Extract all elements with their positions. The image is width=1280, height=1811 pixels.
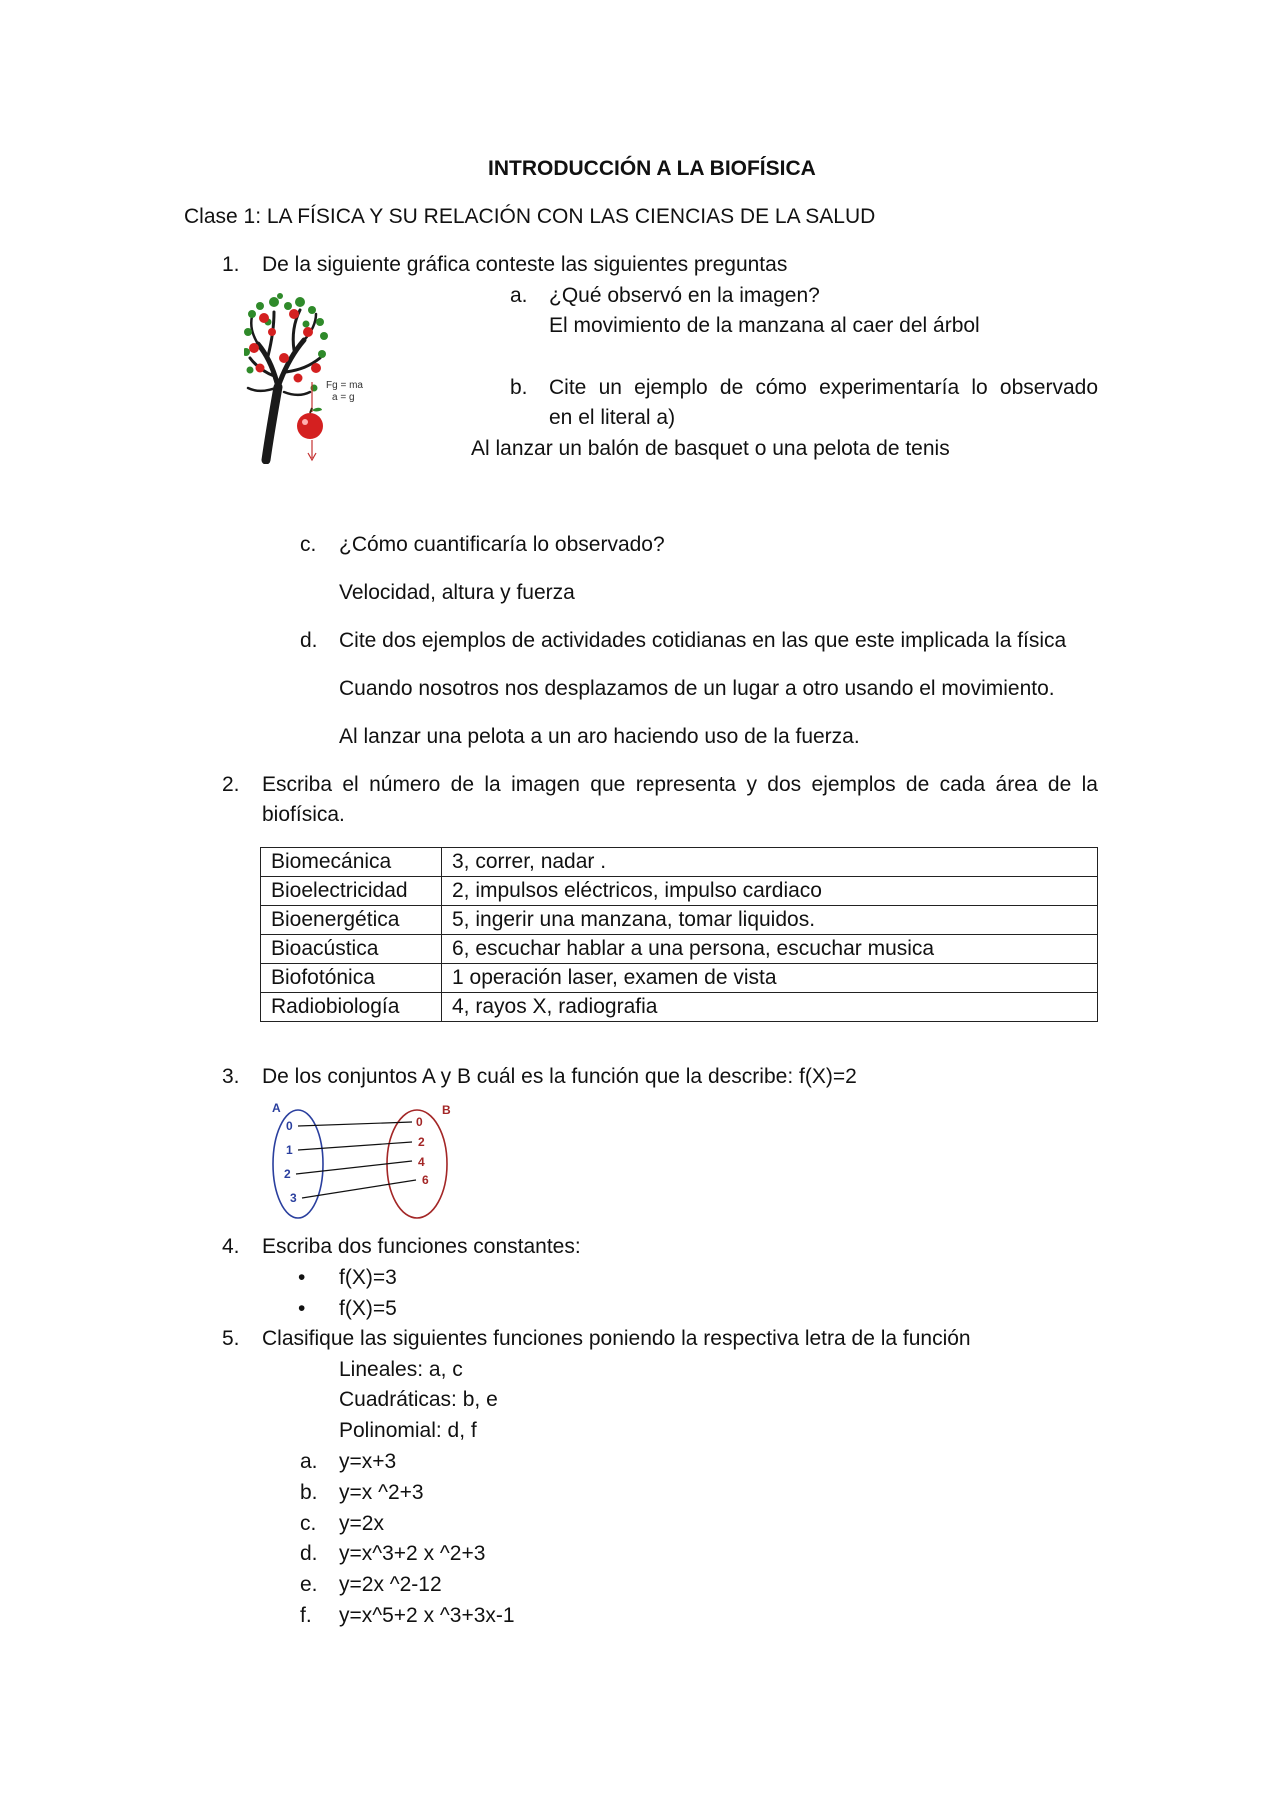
mapping-arrow (302, 1180, 416, 1198)
area-answer-cell: 2, impulsos eléctricos, impulso cardiaco (442, 877, 1098, 906)
formula-a-g: a = g (332, 392, 355, 403)
set-a-element: 0 (286, 1119, 293, 1133)
q4-item: f(X)=5 (339, 1297, 397, 1320)
q1a-letter: a. (510, 284, 528, 307)
set-a-element: 3 (290, 1191, 297, 1205)
bullet-icon: • (298, 1266, 306, 1289)
set-b-element: 0 (416, 1115, 423, 1129)
biophysics-areas-table (260, 847, 1098, 1022)
area-answer-cell: 3, correr, nadar . (442, 848, 1098, 877)
set-b-element: 4 (418, 1155, 425, 1169)
set-b-label: B (442, 1103, 451, 1117)
q5-lineales: Lineales: a, c (339, 1358, 463, 1381)
area-name-cell: Bioelectricidad (261, 877, 442, 906)
q5-function-letter: b. (300, 1481, 318, 1504)
bullet-icon: • (298, 1297, 306, 1320)
q1-number: 1. (222, 253, 240, 276)
q2-text-line1: Escriba el número de la imagen que representa y dos ejemplos de cada área de la (262, 773, 1098, 796)
q1c-answer: Velocidad, altura y fuerza (339, 581, 575, 604)
q5-text: Clasifique las siguientes funciones poniendo la respectiva letra de la función (262, 1327, 971, 1350)
q2-number: 2. (222, 773, 240, 796)
table-row (261, 935, 1098, 964)
q5-number: 5. (222, 1327, 240, 1350)
q5-function-expr: y=x^3+2 x ^2+3 (339, 1542, 486, 1565)
q1c-letter: c. (300, 533, 317, 556)
sets-mapping-diagram (266, 1098, 460, 1228)
apple-leaf (312, 408, 322, 412)
area-answer-cell: 5, ingerir una manzana, tomar liquidos. (442, 906, 1098, 935)
q1d-letter: d. (300, 629, 318, 652)
q1b-question-line1: Cite un ejemplo de cómo experimentaría lo observado (549, 376, 1098, 399)
q5-function-letter: f. (300, 1604, 312, 1627)
area-name-cell: Biofotónica (261, 964, 442, 993)
falling-apple-icon (297, 413, 323, 439)
q5-function-letter: e. (300, 1573, 318, 1596)
q1a-question: ¿Qué observó en la imagen? (549, 284, 820, 307)
q4-item: f(X)=3 (339, 1266, 397, 1289)
q5-function-expr: y=x ^2+3 (339, 1481, 424, 1504)
area-name-cell: Biomecánica (261, 848, 442, 877)
set-a-element: 1 (286, 1143, 293, 1157)
q1c-question: ¿Cómo cuantificaría lo observado? (339, 533, 665, 556)
q1a-answer: El movimiento de la manzana al caer del árbol (549, 314, 980, 337)
apple-shine (302, 419, 308, 425)
q1d-answer-2: Al lanzar una pelota a un aro haciendo uso de la fuerza. (339, 725, 860, 748)
q5-function-expr: y=2x ^2-12 (339, 1573, 442, 1596)
table-row (261, 964, 1098, 993)
q5-polinomial: Polinomial: d, f (339, 1419, 477, 1442)
area-name-cell: Bioacústica (261, 935, 442, 964)
table-row (261, 906, 1098, 935)
q5-function-expr: y=x+3 (339, 1450, 397, 1473)
q1b-question-line2: en el literal a) (549, 406, 676, 429)
q2-text-line2: biofísica. (262, 803, 345, 826)
q5-function-letter: a. (300, 1450, 318, 1473)
area-name-cell: Bioenergética (261, 906, 442, 935)
q5-function-expr: y=2x (339, 1512, 384, 1535)
area-answer-cell: 6, escuchar hablar a una persona, escuchar musica (442, 935, 1098, 964)
apple-stem (310, 408, 312, 413)
q1b-letter: b. (510, 376, 528, 399)
q1d-answer-1: Cuando nosotros nos desplazamos de un lugar a otro usando el movimiento. (339, 677, 1055, 700)
mapping-arrow (296, 1161, 412, 1174)
q5-function-letter: d. (300, 1542, 318, 1565)
page-title: INTRODUCCIÓN A LA BIOFÍSICA (488, 157, 816, 180)
set-a-ellipse (273, 1110, 323, 1218)
mapping-arrow (298, 1142, 412, 1150)
formula-fg-ma: Fg = ma (326, 380, 363, 391)
area-answer-cell: 4, rayos X, radiografia (442, 993, 1098, 1022)
set-b-element: 2 (418, 1135, 425, 1149)
q4-text: Escriba dos funciones constantes: (262, 1235, 581, 1258)
set-a-element: 2 (284, 1167, 291, 1181)
table-row (261, 848, 1098, 877)
q1-text: De la siguiente gráfica conteste las siguientes preguntas (262, 253, 788, 276)
area-answer-cell: 1 operación laser, examen de vista (442, 964, 1098, 993)
class-subtitle: Clase 1: LA FÍSICA Y SU RELACIÓN CON LAS CIENCIAS DE LA SALUD (184, 205, 876, 228)
q5-function-letter: c. (300, 1512, 317, 1535)
table-row (261, 993, 1098, 1022)
set-b-element: 6 (422, 1173, 429, 1187)
set-a-label: A (272, 1101, 281, 1115)
q5-function-expr: y=x^5+2 x ^3+3x-1 (339, 1604, 515, 1627)
q5-cuadraticas: Cuadráticas: b, e (339, 1388, 498, 1411)
q1b-answer: Al lanzar un balón de basquet o una pelota de tenis (471, 437, 950, 460)
q3-text: De los conjuntos A y B cuál es la función que la describe: f(X)=2 (262, 1065, 857, 1088)
q3-number: 3. (222, 1065, 240, 1088)
q4-number: 4. (222, 1235, 240, 1258)
area-name-cell: Radiobiología (261, 993, 442, 1022)
apple-tree-image (244, 292, 382, 464)
q1d-question: Cite dos ejemplos de actividades cotidianas en las que este implicada la física (339, 629, 1067, 652)
table-row (261, 877, 1098, 906)
